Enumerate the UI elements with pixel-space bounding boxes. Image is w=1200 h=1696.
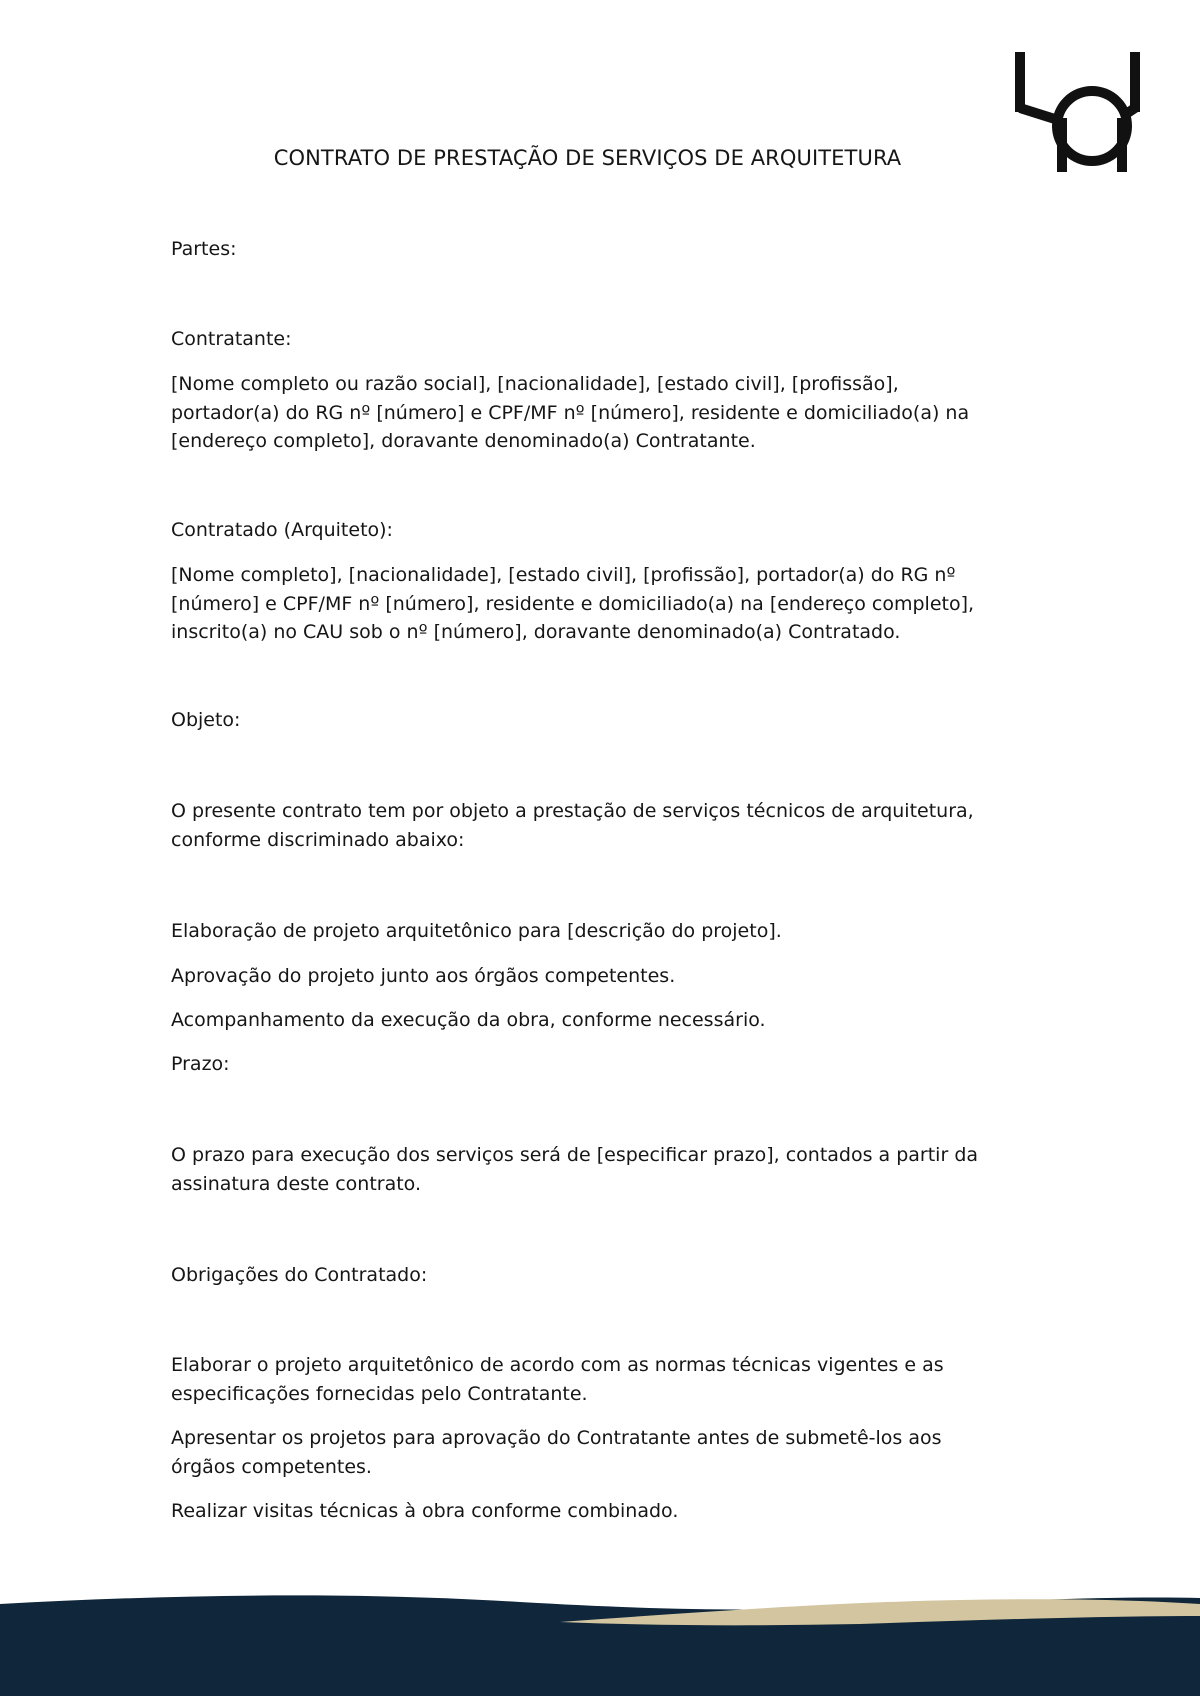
- prazo-line: O prazo para execução dos serviços será de [especificar prazo], contados a partir da: [171, 1144, 979, 1166]
- prazo-line: assinatura deste contrato.: [171, 1172, 422, 1195]
- obrigacoes-item: [171, 1424, 1021, 1481]
- footer-wave-decoration: [0, 1586, 1200, 1696]
- contratante-line: [endereço completo], doravante denominado(a) Contratante.: [171, 430, 756, 452]
- objeto-heading: Objeto:: [171, 709, 241, 731]
- prazo-paragraph: [171, 1141, 1021, 1198]
- objeto-item: Acompanhamento da execução da obra, conforme necessário.: [171, 1009, 766, 1031]
- objeto-line: O presente contrato tem por objeto a prestação de serviços técnicos de arquitetura,: [171, 800, 974, 822]
- obrigacoes-line: especificações fornecidas pelo Contratante.: [171, 1382, 588, 1405]
- obrigacoes-line: Apresentar os projetos para aprovação do Contratante antes de submetê-los aos: [171, 1427, 942, 1449]
- contratante-line: portador(a) do RG nº [número] e CPF/MF nº [número], residente e domiciliado(a) na: [171, 401, 970, 424]
- contratado-paragraph: [171, 561, 1021, 647]
- contratado-line: [Nome completo], [nacionalidade], [estado civil], [profissão], portador(a) do RG nº: [171, 564, 956, 586]
- objeto-paragraph: [171, 797, 1021, 854]
- obrigacoes-heading: Obrigações do Contratado:: [171, 1264, 428, 1286]
- objeto-item: Aprovação do projeto junto aos órgãos competentes.: [171, 965, 676, 987]
- contratante-heading: Contratante:: [171, 328, 292, 350]
- prazo-heading: Prazo:: [171, 1053, 230, 1075]
- contratado-line: [número] e CPF/MF nº [número], residente e domiciliado(a) na [endereço completo],: [171, 592, 975, 615]
- contratado-line: inscrito(a) no CAU sob o nº [número], doravante denominado(a) Contratado.: [171, 621, 901, 643]
- contratado-heading: Contratado (Arquiteto):: [171, 519, 393, 541]
- obrigacoes-item: Realizar visitas técnicas à obra conforme combinado.: [171, 1500, 679, 1522]
- obrigacoes-line: Elaborar o projeto arquitetônico de acordo com as normas técnicas vigentes e as: [171, 1354, 944, 1376]
- partes-heading: Partes:: [171, 238, 237, 260]
- contratante-line: [Nome completo ou razão social], [nacionalidade], [estado civil], [profissão],: [171, 373, 899, 395]
- objeto-line: conforme discriminado abaixo:: [171, 828, 465, 851]
- contract-title: CONTRATO DE PRESTAÇÃO DE SERVIÇOS DE ARQUITETURA: [273, 146, 902, 170]
- objeto-item: Elaboração de projeto arquitetônico para [descrição do projeto].: [171, 920, 782, 942]
- obrigacoes-line: órgãos competentes.: [171, 1455, 372, 1478]
- contratante-paragraph: [171, 370, 1021, 456]
- obrigacoes-item: [171, 1351, 1021, 1408]
